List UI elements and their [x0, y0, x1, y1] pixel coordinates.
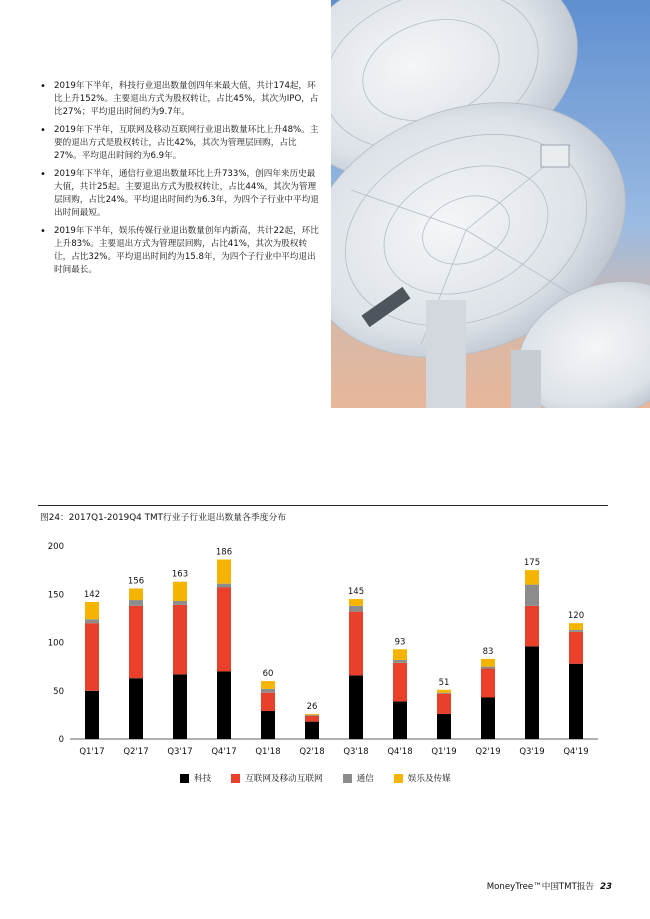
- legend-item-tech: [180, 772, 211, 784]
- y-tick-label: 150: [47, 590, 64, 601]
- x-tick-label: Q2'18: [299, 747, 325, 757]
- x-tick-label: Q4'17: [211, 747, 237, 757]
- bar-segment: [173, 674, 187, 739]
- x-tick-label: Q2'17: [123, 747, 149, 757]
- bar-total-label: 163: [171, 569, 189, 580]
- bullet-text: 2019年下半年，娱乐传媒行业退出数量创年内新高，共计22起，环比上升83%。主要退出方式为管理层回购，占比41%，其次为股权转让，占比32%。平均退出时间约为15.8年，为四个子行业中平均退出时间最长。: [54, 226, 319, 275]
- x-tick-label: Q4'19: [563, 747, 589, 757]
- legend-swatch: [394, 774, 403, 783]
- bar-total-label: 145: [347, 587, 365, 598]
- legend-label: 科技: [194, 774, 212, 784]
- bullet-list: [38, 80, 322, 282]
- legend-item-media: [394, 772, 451, 784]
- bar-segment: [261, 681, 275, 689]
- bar-segment: [437, 694, 451, 714]
- bar-segment: [393, 701, 407, 739]
- bar-total-label: 120: [567, 611, 585, 622]
- x-tick-label: Q1'19: [431, 747, 457, 757]
- bar-segment: [129, 678, 143, 739]
- bar-segment: [85, 691, 99, 739]
- stacked-bar-chart: [38, 532, 608, 762]
- bar-segment: [481, 698, 495, 739]
- bar-segment: [437, 690, 451, 693]
- bar-total-label: 175: [523, 558, 541, 569]
- bar-segment: [569, 630, 583, 632]
- satellite-dish-photo: [331, 0, 650, 408]
- bar-segment: [349, 599, 363, 606]
- x-tick-label: Q2'19: [475, 747, 501, 757]
- bar-segment: [217, 671, 231, 739]
- bar-total-label: 93: [394, 637, 406, 648]
- bar-segment: [305, 716, 319, 722]
- page-footer: [487, 880, 612, 892]
- legend-item-telecom: [343, 772, 374, 784]
- bullet-text: 2019年下半年，互联网及移动互联网行业退出数量环比上升48%。主要的退出方式是股权转让，占比42%，其次为管理层回购，占比27%。平均退出时间约为6.9年。: [54, 125, 319, 161]
- bar-total-label: 83: [482, 646, 494, 657]
- bar-segment: [437, 714, 451, 739]
- chart-legend: [180, 772, 451, 784]
- bar-segment: [217, 560, 231, 584]
- bar-total-label: 142: [83, 589, 101, 600]
- bar-segment: [481, 667, 495, 669]
- legend-label: 通信: [356, 774, 374, 784]
- figure-rule: [38, 505, 608, 506]
- y-tick-label: 200: [47, 542, 64, 552]
- legend-item-internet: [231, 772, 322, 784]
- bar-segment: [481, 659, 495, 667]
- bar-segment: [173, 605, 187, 674]
- bar-segment: [481, 669, 495, 698]
- y-tick-label: 50: [53, 686, 64, 697]
- bar-segment: [129, 588, 143, 600]
- footer-brand: MoneyTree™中国TMT报告: [486, 882, 595, 892]
- y-tick-label: 0: [58, 735, 64, 745]
- bar-total-label: 26: [306, 701, 318, 712]
- bullet-item: [38, 168, 322, 220]
- bar-segment: [437, 693, 451, 694]
- bar-segment: [525, 646, 539, 739]
- bar-segment: [261, 689, 275, 693]
- bar-segment: [173, 582, 187, 601]
- bar-total-label: 51: [438, 677, 450, 688]
- bar-segment: [525, 606, 539, 647]
- bar-segment: [569, 664, 583, 739]
- bullet-dot-icon: •: [40, 169, 46, 180]
- bar-segment: [217, 584, 231, 588]
- bar-total-label: 156: [127, 576, 145, 587]
- bar-segment: [129, 606, 143, 678]
- bar-segment: [217, 587, 231, 671]
- page-number: 23: [600, 882, 612, 892]
- x-tick-label: Q4'18: [387, 747, 413, 757]
- bullet-text: 2019年下半年，科技行业退出数量创四年来最大值，共计174起，环比上升152%。主要退出方式为股权转让，占比45%，其次为IPO，占比27%；平均退出时间约为9.7年。: [54, 81, 319, 117]
- bar-segment: [349, 606, 363, 612]
- bar-segment: [305, 714, 319, 715]
- bar-segment: [305, 715, 319, 716]
- bar-segment: [85, 623, 99, 691]
- figure-title: 图24：2017Q1-2019Q4 TMT行业子行业退出数量各季度分布: [40, 513, 287, 523]
- bar-segment: [129, 600, 143, 606]
- bullet-item: [38, 80, 322, 119]
- bullet-dot-icon: •: [40, 226, 46, 237]
- bar-segment: [569, 632, 583, 664]
- bar-segment: [349, 612, 363, 676]
- bar-segment: [393, 663, 407, 702]
- bullet-dot-icon: •: [40, 81, 46, 92]
- bar-total-label: 60: [262, 669, 274, 680]
- bar-segment: [305, 722, 319, 739]
- bar-segment: [393, 649, 407, 660]
- legend-label: 互联网及移动互联网: [245, 774, 323, 784]
- bar-segment: [173, 601, 187, 605]
- bullet-dot-icon: •: [40, 125, 46, 136]
- bar-total-label: 186: [215, 547, 233, 558]
- y-tick-label: 100: [47, 638, 64, 649]
- x-tick-label: Q1'18: [255, 747, 281, 757]
- bar-segment: [349, 675, 363, 739]
- x-tick-label: Q3'18: [343, 747, 369, 757]
- bar-segment: [261, 693, 275, 711]
- bar-segment: [525, 585, 539, 606]
- legend-swatch: [231, 774, 240, 783]
- bar-segment: [85, 619, 99, 623]
- legend-label: 娱乐及传媒: [407, 774, 451, 784]
- bar-segment: [261, 711, 275, 739]
- legend-swatch: [343, 774, 352, 783]
- bar-segment: [569, 623, 583, 630]
- bar-segment: [525, 570, 539, 584]
- bar-segment: [393, 660, 407, 663]
- x-tick-label: Q3'17: [167, 747, 193, 757]
- satellite-dish-image: [331, 0, 650, 408]
- bullet-text: 2019年下半年，通信行业退出数量环比上升733%，创四年来历史最大值，共计25起。主要退出方式为股权转让，占比44%，其次为管理层回购，占比24%。平均退出时间约为6.3年，为四个子行业中平均退出时间最短。: [54, 169, 319, 218]
- bar-segment: [85, 602, 99, 619]
- bullet-item: [38, 225, 322, 277]
- x-tick-label: Q1'17: [79, 747, 105, 757]
- legend-swatch: [180, 774, 189, 783]
- x-tick-label: Q3'19: [519, 747, 545, 757]
- bullet-item: [38, 124, 322, 163]
